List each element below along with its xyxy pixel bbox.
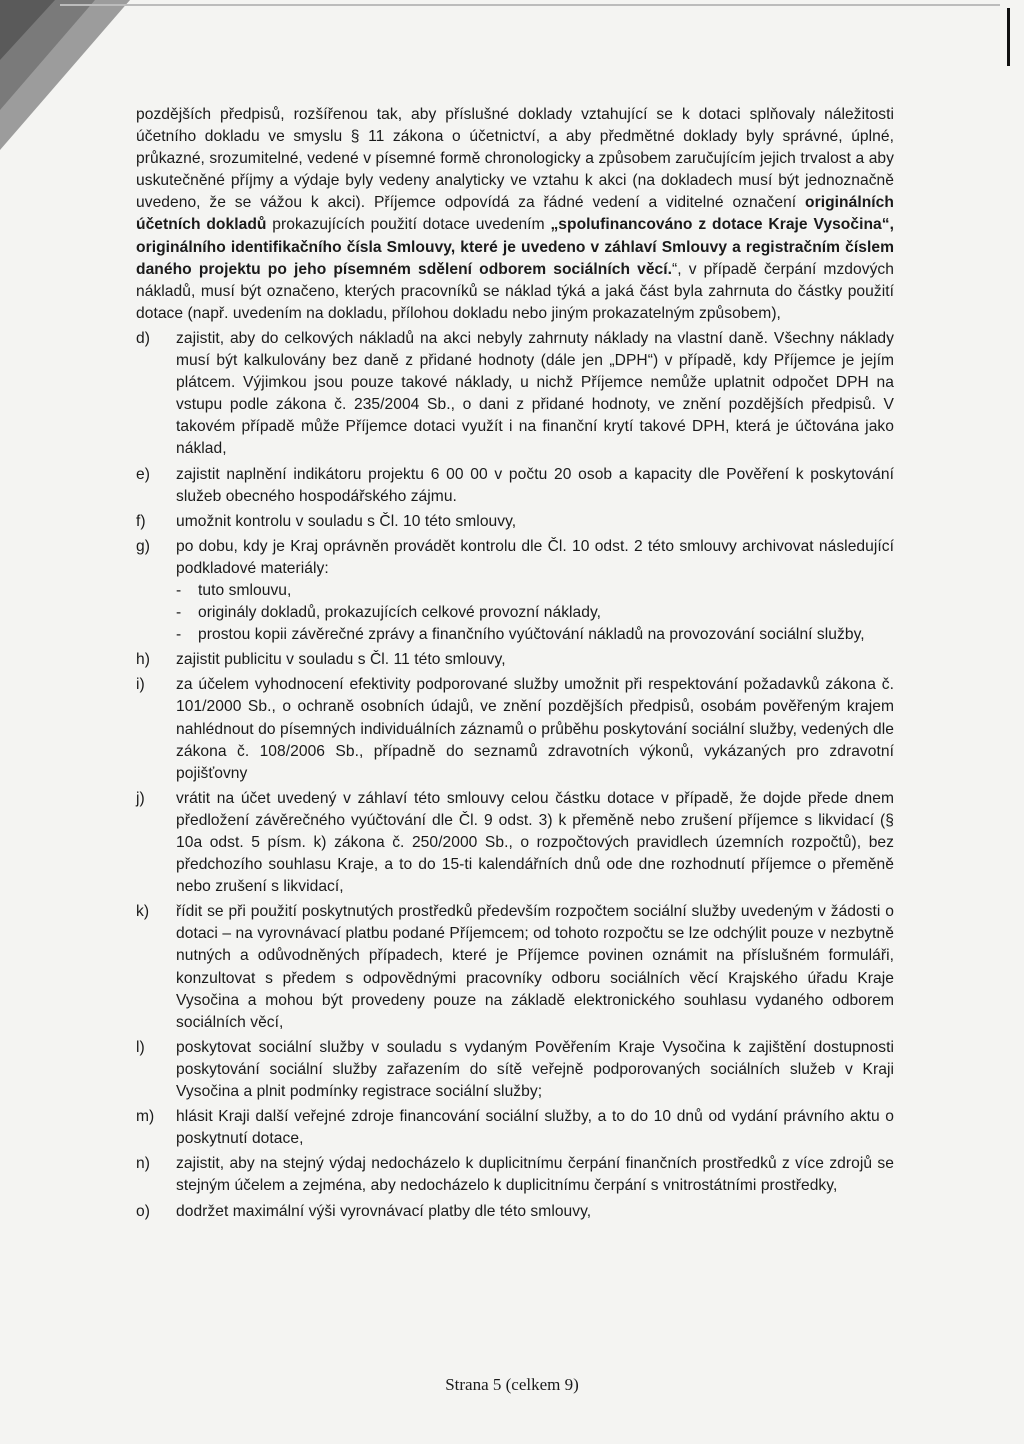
- scan-right-mark: [1007, 8, 1010, 66]
- item-text: zajistit publicitu v souladu s Čl. 11 této smlouvy,: [176, 651, 506, 669]
- list-item: [136, 511, 894, 533]
- item-text: dodržet maximální výši vyrovnávací platby dle této smlouvy,: [176, 1202, 592, 1220]
- sub-item-dash: -: [176, 581, 182, 599]
- item-text: řídit se při použití poskytnutých prostředků především rozpočtem sociální služby uvedeným v žádosti o dotaci – na vyrovnávací platbu podané Příjemcem; od tohoto rozpočtu se lze odchýlit pouze v nezbytně nutných a odůvodněných případech, které je Příjemce povinen oznámit na příslušném formuláři, konzultovat s předem s odpovědnými pracovníky odboru sociálních věcí Krajského úřadu Kraje Vysočina a mohou být provedeny pouze na základě elektronického souhlasu vydaného odborem sociálních věcí,: [176, 903, 894, 1031]
- item-text: po dobu, kdy je Kraj oprávněn provádět kontrolu dle Čl. 10 odst. 2 této smlouvy archivovat následující podkladové materiály:: [176, 537, 894, 577]
- intro-bold-1: originálních účetních dokladů: [136, 194, 894, 234]
- item-label: m): [136, 1108, 155, 1126]
- sub-item-dash: -: [176, 626, 182, 644]
- item-label: i): [136, 676, 145, 694]
- list-item: [136, 649, 894, 671]
- item-text: umožnit kontrolu v souladu s Čl. 10 této smlouvy,: [176, 512, 517, 530]
- intro-paragraph: [136, 104, 894, 325]
- item-text: vrátit na účet uvedený v záhlaví této smlouvy celou částku dotace v případě, že dojde přede dnem předložení závěrečného vyúčtování dle Čl. 9 odst. 3) k přeměně nebo zrušení příjemce s likvidací (§ 10a odst. 5 písm. k) zákona č. 250/2000 Sb., o rozpočtových pravidlech územních rozpočtů), bez předchozího souhlasu Kraje, a to do 15-ti kalendářních dnů ode dne rozhodnutí příjemce o přeměně nebo zrušení s likvidací,: [176, 789, 894, 896]
- sub-item-text: tuto smlouvu,: [198, 581, 292, 599]
- sub-item-text: originály dokladů, prokazujících celkové provozní náklady,: [198, 604, 602, 622]
- item-text: hlásit Kraji další veřejné zdroje financování sociální služby, a to do 10 dnů od vydání právního aktu o poskytnutí dotace,: [176, 1108, 894, 1148]
- page-number: Strana 5 (celkem 9): [445, 1375, 579, 1394]
- list-item: [136, 328, 894, 461]
- item-label: f): [136, 512, 146, 530]
- item-label: j): [136, 789, 145, 807]
- item-text: zajistit, aby do celkových nákladů na akci nebyly zahrnuty náklady na vlastní daně. Všechny náklady musí být kalkulovány bez daně z přidané hodnoty (dále jen „DPH“) v případě, kdy Příjemce je jejím plátcem. Výjimkou jsou pouze takové náklady, u nichž Příjemce nemůže uplatnit odpočet DPH na vstupu podle zákona č. 235/2004 Sb., o dani z přidané hodnoty, ve znění pozdějších předpisů. V takovém případě může Příjemce dotaci využít i na finanční krytí takové DPH, která je účtována jako náklad,: [176, 329, 894, 458]
- intro-text-1: pozdějších předpisů, rozšířenou tak, aby příslušné doklady vztahující se k dotaci splňovaly náležitosti účetního dokladu ve smyslu § 11 zákona o účetnictví, a aby předmětné doklady byly správné, úplné, průkazné, srozumitelné, vedené v písemné formě chronologicky a způsobem zaručujícím jejich trvalost a aby uskutečněné příjmy a výdaje byly vedeny analyticky ve vztahu k akci (na dokladech musí být jednoznačně uvedeno, že se vážou k akci). Příjemce odpovídá za řádné vedení a viditelné označení: [136, 106, 894, 212]
- list-item: [136, 788, 894, 898]
- item-label: g): [136, 537, 150, 555]
- scan-top-edge: [60, 4, 1000, 6]
- list-item: [136, 901, 894, 1034]
- list-item: [136, 464, 894, 508]
- item-label: o): [136, 1202, 150, 1220]
- sub-list-item: [136, 580, 894, 602]
- list-item: [136, 674, 894, 784]
- item-label: h): [136, 651, 150, 669]
- item-text: za účelem vyhodnocení efektivity podporované služby umožnit při respektování požadavků zákona č. 101/2000 Sb., o ochraně osobních údajů, ve znění pozdějších předpisů, osobám pověřeným krajem nahlédnout do písemných individuálních záznamů o průběhu poskytování sociální služby, vedených dle zákona č. 108/2006 Sb., případně do seznamů zdravotních výkonů, vykázaných pro zdravotní pojišťovny: [176, 676, 894, 782]
- contract-text: [136, 104, 894, 1223]
- sub-item-dash: -: [176, 604, 182, 622]
- item-text: zajistit, aby na stejný výdaj nedocházelo k duplicitnímu čerpání finančních prostředků z více zdrojů se stejným účelem a zejména, aby nedocházelo k duplicitnímu čerpání s vnitrostátními prostředky,: [176, 1155, 894, 1195]
- list-item: [136, 536, 894, 580]
- sub-list-item: [136, 602, 894, 624]
- scan-corner-fold: [0, 0, 130, 150]
- item-text: poskytovat sociální služby v souladu s vydaným Pověřením Kraje Vysočina k zajištění dostupnosti poskytování sociální služby zařazením do sítě veřejně podporovaných sociálních služeb v Kraji Vysočina a plnit podmínky registrace sociální služby;: [176, 1038, 894, 1101]
- intro-bold-2: „spolufinancováno z dotace Kraje Vysočina“, originálního identifikačního čísla Smlouvy, které je uvedeno v záhlaví Smlouvy a registračním číslem daného projektu po jeho písemném sdělení odborem sociálních věcí.: [136, 216, 895, 278]
- sub-list-item: [136, 624, 894, 646]
- intro-text-3: “, v případě čerpání mzdových nákladů, musí být označeno, kterých pracovníků se náklad týká a jaká část byla zahrnuta do částky použití dotace (např. uvedením na dokladu, přílohou dokladu nebo jiným prokazatelným způsobem),: [136, 260, 894, 322]
- list-item: [136, 1153, 894, 1197]
- list-item: [136, 1106, 894, 1150]
- item-label: d): [136, 329, 150, 347]
- item-label: n): [136, 1155, 150, 1173]
- item-label: e): [136, 465, 150, 483]
- item-text: zajistit naplnění indikátoru projektu 6 00 00 v počtu 20 osob a kapacity dle Pověření k poskytování služeb obecného hospodářského zájmu.: [176, 465, 894, 505]
- item-label: k): [136, 903, 150, 921]
- item-label: l): [136, 1038, 145, 1056]
- sub-item-text: prostou kopii závěrečné zprávy a finančního vyúčtování nákladů na provozování sociální služby,: [198, 626, 865, 644]
- list-item: [136, 1201, 894, 1223]
- list-item: [136, 1037, 894, 1103]
- intro-text-2: prokazujících použití dotace uvedením: [266, 216, 551, 234]
